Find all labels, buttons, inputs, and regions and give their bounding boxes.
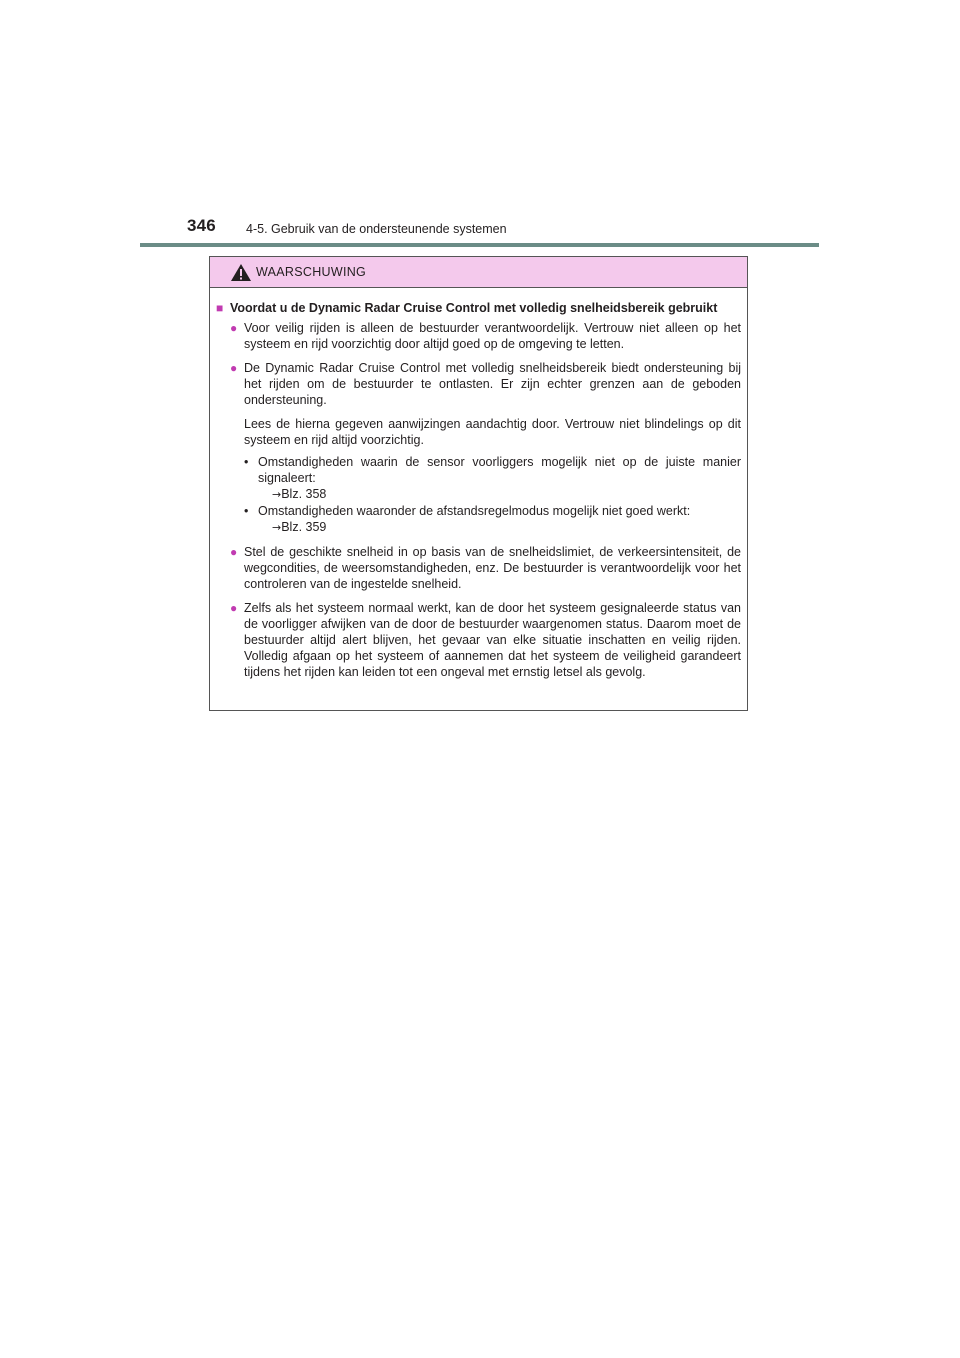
dot-bullet-icon: • — [244, 455, 249, 469]
circle-bullet-icon: ● — [230, 601, 238, 615]
warning-triangle-icon — [230, 263, 252, 282]
square-bullet-icon: ■ — [216, 301, 224, 315]
list-item-text: Voor veilig rijden is alleen de bestuurder verantwoordelijk. Vertrouw niet alleen op het systeem en rijd voorzichtig door altijd goed op de omgeving te letten. — [244, 321, 741, 351]
warning-box — [209, 256, 748, 711]
warning-body — [210, 288, 747, 680]
page-reference[interactable] — [258, 519, 741, 536]
header-rule — [140, 243, 819, 247]
warning-heading-text: Voordat u de Dynamic Radar Cruise Control met volledig snelheidsbereik gebruikt — [230, 301, 718, 315]
page-header — [0, 0, 960, 250]
list-item-text: Zelfs als het systeem normaal werkt, kan de door het systeem gesignaleerde status van de voorligger afwijken van de door de bestuurder waargenomen status. Daarom moet de bestuurder altijd alert blijven, het gevaar van elke situatie inschatten en veilig rijden. Volledig afgaan op het systeem of aannemen dat het systeem de veiligheid garandeert tijdens het rijden kan leiden tot een ongeval met ernstig letsel als gevolg. — [244, 601, 741, 679]
warning-heading — [216, 300, 741, 316]
dot-bullet-icon: • — [244, 504, 249, 518]
list-item-text: De Dynamic Radar Cruise Control met volledig snelheidsbereik biedt ondersteuning bij het rijden om de bestuurder te ontlasten. Er zijn echter grenzen aan de geboden ondersteuning. — [244, 361, 741, 407]
list-item — [216, 600, 741, 680]
section-title: 4-5. Gebruik van de ondersteunende systemen — [246, 222, 507, 236]
instruction-paragraph: Lees de hierna gegeven aanwijzingen aandachtig door. Vertrouw niet blindelings op dit systeem en rijd altijd voorzichtig. — [244, 417, 741, 447]
warning-header — [210, 257, 747, 288]
circle-bullet-icon: ● — [230, 321, 238, 335]
page-reference-text: Blz. 359 — [281, 520, 327, 534]
page-reference-text: Blz. 358 — [281, 487, 327, 501]
list-item — [216, 360, 741, 536]
sub-list-item-text: Omstandigheden waaronder de afstandsregelmodus mogelijk niet goed werkt: — [258, 504, 691, 518]
sub-list-item — [244, 454, 741, 503]
arrow-right-icon: → — [272, 521, 282, 534]
page-reference[interactable] — [258, 486, 741, 503]
list-item — [216, 544, 741, 592]
list-item — [216, 320, 741, 352]
circle-bullet-icon: ● — [230, 361, 238, 375]
sub-list — [244, 454, 741, 536]
arrow-right-icon: → — [272, 488, 282, 501]
sub-list-item — [244, 503, 741, 536]
circle-bullet-icon: ● — [230, 545, 238, 559]
sub-list-item-text: Omstandigheden waarin de sensor voorliggers mogelijk niet op de juiste manier signaleert: — [258, 455, 741, 485]
page-number: 346 — [187, 216, 216, 235]
warning-title: WAARSCHUWING — [256, 265, 367, 279]
list-item-text: Stel de geschikte snelheid in op basis van de snelheidslimiet, de verkeersintensiteit, de wegcondities, de weersomstandigheden, enz. De bestuurder is verantwoordelijk voor het controleren van de ingestelde snelheid. — [244, 545, 741, 591]
